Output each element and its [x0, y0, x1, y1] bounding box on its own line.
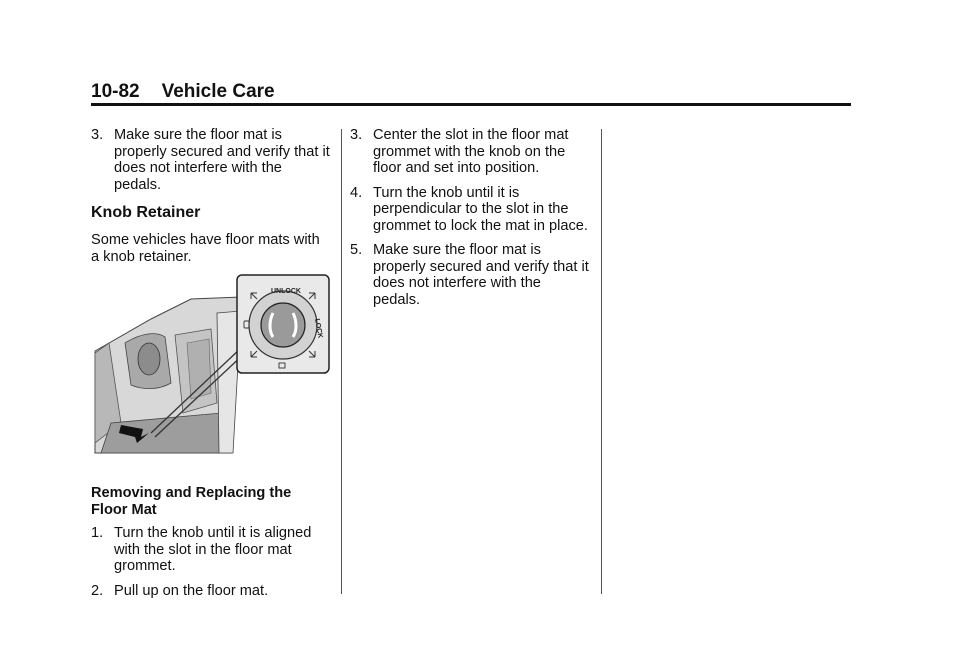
step-number: 3. — [91, 127, 104, 143]
step-item — [91, 583, 331, 600]
knob-lock-label: LOCK — [313, 318, 324, 339]
step-text: Make sure the floor mat is properly secured and verify that it does not interfere with the pedals. — [373, 242, 589, 308]
step-number: 5. — [350, 242, 363, 258]
step-item — [350, 127, 590, 177]
removing-replacing-heading: Removing and Replacing the Floor Mat — [91, 485, 292, 518]
column-divider-left — [341, 129, 342, 594]
knob-unlock-label: UNLOCK — [271, 288, 301, 295]
header-rule — [91, 103, 851, 106]
step-text: Make sure the floor mat is properly secured and verify that it does not interfere with the pedals. — [114, 127, 330, 193]
section-title: Vehicle Care — [161, 81, 275, 102]
step-number: 2. — [91, 582, 104, 599]
step-number: 4. — [350, 184, 363, 201]
column-left — [91, 127, 331, 607]
knob-retainer-illustration — [91, 273, 331, 473]
step-number: 3. — [350, 127, 363, 143]
step-item — [91, 525, 331, 575]
page-number: 10-82 — [91, 81, 140, 102]
step-item — [350, 242, 590, 308]
step-text: Center the slot in the floor mat grommet with the knob on the floor and set into position. — [373, 127, 569, 176]
page-header — [91, 80, 851, 108]
step-item — [350, 185, 590, 235]
step-text: Turn the knob until it is aligned with the slot in the floor mat grommet. — [114, 525, 312, 574]
knob-retainer-heading: Knob Retainer — [91, 204, 201, 221]
column-divider-right — [601, 129, 602, 594]
knob-inset — [237, 275, 329, 373]
knob-retainer-intro: Some vehicles have floor mats with a knob retainer. — [91, 232, 320, 265]
knob-retainer-figure — [91, 273, 331, 473]
column-right — [350, 127, 590, 316]
step-text: Pull up on the floor mat. — [114, 582, 269, 599]
step-number: 1. — [91, 525, 104, 541]
step-text: Turn the knob until it is perpendicular to the slot in the grommet to lock the mat in place. — [373, 184, 588, 234]
step-item — [91, 127, 331, 193]
car-interior-drawing — [95, 297, 245, 453]
header-text — [91, 80, 851, 104]
